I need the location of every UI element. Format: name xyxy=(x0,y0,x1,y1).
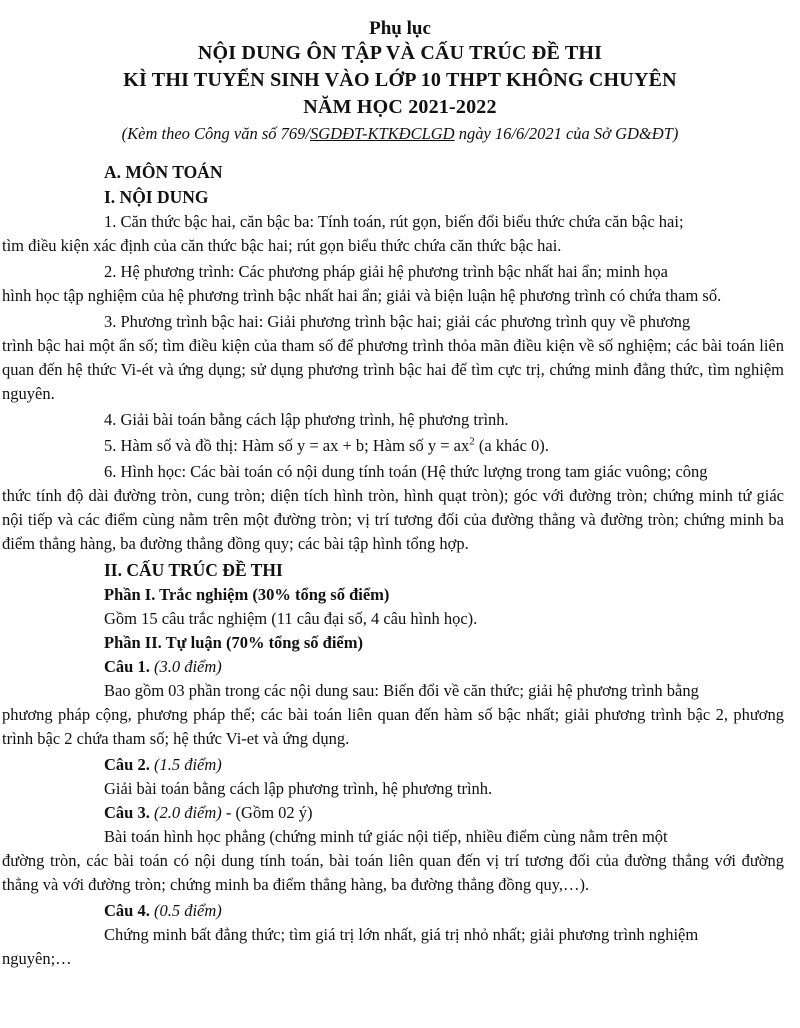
question-3-heading xyxy=(104,801,784,825)
content-item-1 xyxy=(2,210,784,258)
question-1-heading xyxy=(104,655,784,679)
document-subtitle xyxy=(0,124,800,144)
question-4-rest: nguyên;… xyxy=(2,949,72,968)
content-item-2-rest: hình học tập nghiệm của hệ phương trình bậc nhất hai ẩn; giải và biện luận hệ phương trình có chứa tham số. xyxy=(2,286,722,305)
appendix-label: Phụ lục xyxy=(369,18,431,39)
question-1-rest: phương pháp cộng, phương pháp thế; các bài toán liên quan đến hàm số bậc nhất; giải phương trình bậc 2, phương trình bậc 2 chứa tham số; hệ thức Vi-et và ứng dụng. xyxy=(2,705,784,748)
content-item-4-first: 4. Giải bài toán bằng cách lập phương trình, hệ phương trình. xyxy=(104,410,509,429)
question-4-body xyxy=(2,923,784,971)
section-a-heading: A. MÔN TOÁN xyxy=(104,162,223,182)
subtitle-code: SGDĐT-KTKĐCLGD xyxy=(310,124,455,143)
question-1-points: (3.0 điểm) xyxy=(149,657,222,676)
item-5-exponent: 2 xyxy=(469,435,475,448)
content-item-4 xyxy=(104,408,784,432)
title-line-2: KÌ THI TUYỂN SINH VÀO LỚP 10 THPT KHÔNG CHUYÊN xyxy=(123,69,677,91)
question-3-extra: - (Gồm 02 ý) xyxy=(221,803,313,822)
question-3-first: Bài toán hình học phẳng (chứng minh tứ giác nội tiếp, nhiều điểm cùng nằm trên một xyxy=(104,827,668,846)
part-2-heading: II. CẤU TRÚC ĐỀ THI xyxy=(104,560,283,580)
content-item-3 xyxy=(2,310,784,406)
question-4-label: Câu 4. xyxy=(104,901,150,920)
phan-1-heading: Phần I. Trắc nghiệm (30% tổng số điểm) xyxy=(104,585,390,604)
subtitle-prefix: (Kèm theo Công văn số 769/ xyxy=(121,124,311,143)
phan-1-text: Gồm 15 câu trắc nghiệm (11 câu đại số, 4 câu hình học). xyxy=(104,609,478,628)
content-item-2 xyxy=(2,260,784,308)
item-5-text: 5. Hàm số và đồ thị: Hàm số y = ax + b; Hàm số y = ax xyxy=(104,436,470,455)
content-item-6 xyxy=(2,460,784,556)
question-2-text: Giải bài toán bằng cách lập phương trình, hệ phương trình. xyxy=(104,779,493,798)
phan-2-heading: Phần II. Tự luận (70% tổng số điểm) xyxy=(104,633,363,652)
question-1-label: Câu 1. xyxy=(104,657,150,676)
content-item-3-rest: trình bậc hai một ẩn số; tìm điều kiện của tham số để phương trình thỏa mãn điều kiện về số nghiệm; các bài toán liên quan đến hệ thức Vi-ét và ứng dụng; sử dụng phương trình bậc hai để tìm cực trị, chứng minh đẳng thức, tìm nghiệm nguyên. xyxy=(2,336,784,403)
question-3-points: (2.0 điểm) xyxy=(149,803,222,822)
question-3-body xyxy=(2,825,784,897)
content-item-5 xyxy=(104,434,784,458)
title-line-1: NỘI DUNG ÔN TẬP VÀ CẤU TRÚC ĐỀ THI xyxy=(197,42,603,64)
question-3-label: Câu 3. xyxy=(104,803,150,822)
title-line-3: NĂM HỌC 2021-2022 xyxy=(303,96,497,118)
content-item-6-rest: thức tính độ dài đường tròn, cung tròn; diện tích hình tròn, hình quạt tròn); góc với đường tròn; chứng minh tứ giác nội tiếp và các điểm cùng nằm trên một đường tròn; vị trí tương đối của đường thẳng và đường tròn; chứng minh ba điểm thẳng hàng, ba đường thẳng đồng quy; các bài tập hình tổng hợp. xyxy=(2,486,784,553)
question-3-rest: đường tròn, các bài toán có nội dung tính toán, bài toán liên quan đến vị trí tương đối của đường thẳng với đường thẳng và với đường tròn; chứng minh ba điểm thẳng hàng, ba đường thẳng đồng quy,…). xyxy=(2,851,784,894)
content-item-1-rest: tìm điều kiện xác định của căn thức bậc hai; rút gọn biểu thức chứa căn thức bậc hai. xyxy=(2,236,562,255)
question-2-label: Câu 2. xyxy=(104,755,150,774)
document-body xyxy=(2,160,784,973)
content-item-2-first: 2. Hệ phương trình: Các phương pháp giải hệ phương trình bậc nhất hai ẩn; minh họa xyxy=(104,262,668,281)
question-1-first: Bao gồm 03 phần trong các nội dung sau: Biến đổi về căn thức; giải hệ phương trình bằng xyxy=(104,681,699,700)
part-1-heading: I. NỘI DUNG xyxy=(104,187,209,207)
subtitle-suffix: ngày 16/6/2021 của Sở GD&ĐT) xyxy=(454,124,679,143)
content-item-3-first: 3. Phương trình bậc hai: Giải phương trình bậc hai; giải các phương trình quy về phương xyxy=(104,312,691,331)
question-4-first: Chứng minh bất đẳng thức; tìm giá trị lớn nhất, giá trị nhỏ nhất; giải phương trình nghiệm xyxy=(104,925,699,944)
question-2-points: (1.5 điểm) xyxy=(149,755,222,774)
question-4-points: (0.5 điểm) xyxy=(149,901,222,920)
question-4-heading xyxy=(104,899,784,923)
item-5-tail: (a khác 0). xyxy=(474,436,549,455)
question-2-heading xyxy=(104,753,784,777)
question-1-body xyxy=(2,679,784,751)
content-item-6-first: 6. Hình học: Các bài toán có nội dung tính toán (Hệ thức lượng trong tam giác vuông; công xyxy=(104,462,708,481)
content-item-1-first: 1. Căn thức bậc hai, căn bậc ba: Tính toán, rút gọn, biến đổi biểu thức chứa căn bậc hai; xyxy=(104,212,684,231)
